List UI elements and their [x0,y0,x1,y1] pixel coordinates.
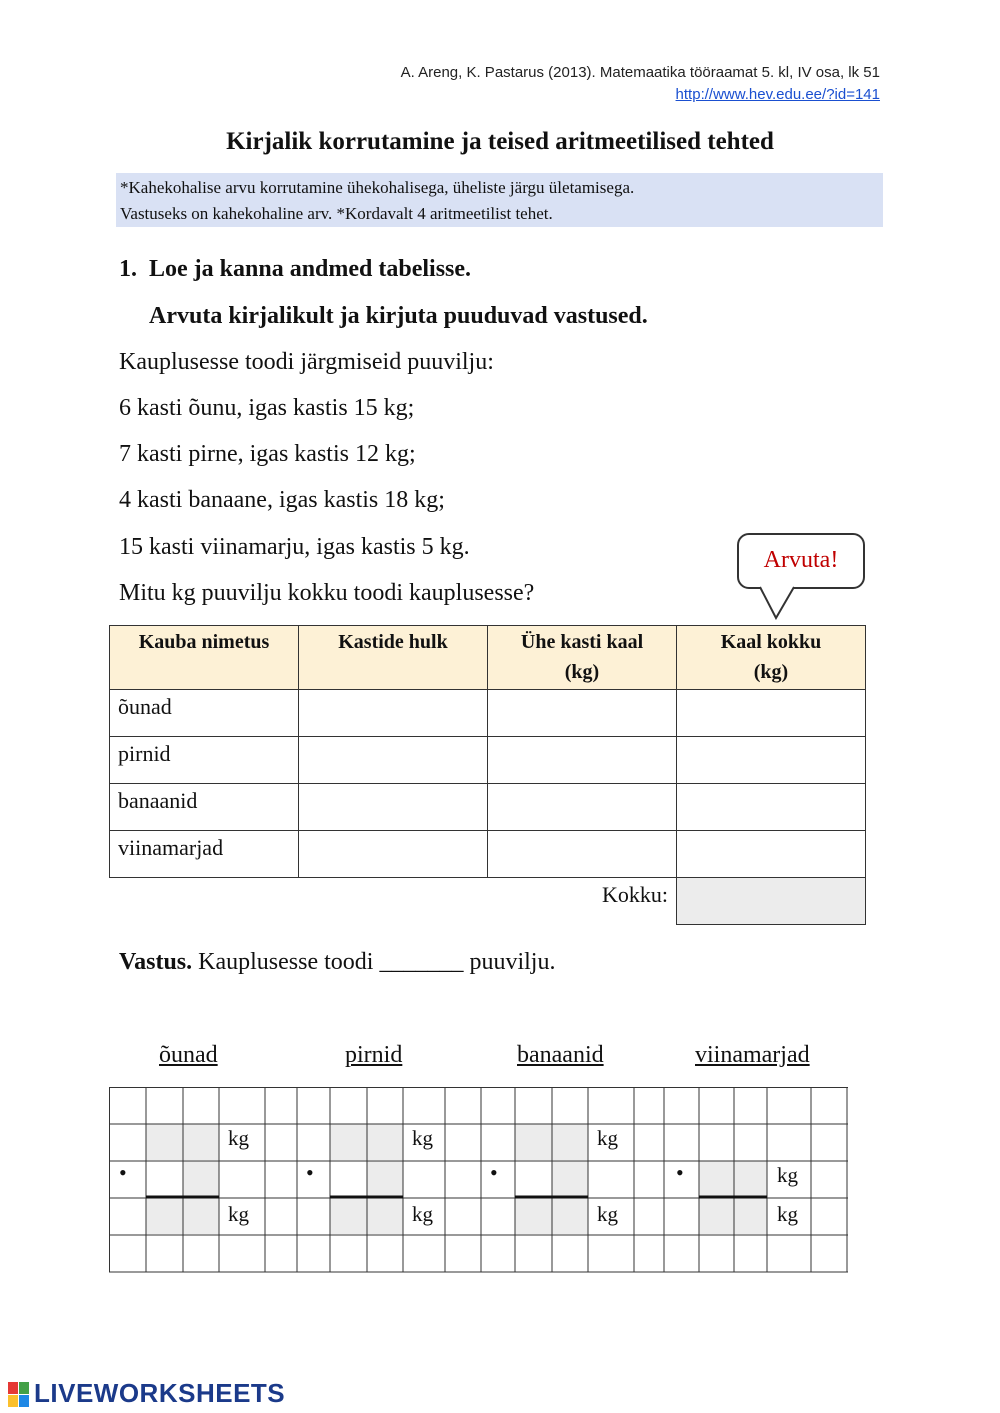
citation-text: A. Areng, K. Pastarus (2013). Matemaatika tööraamat 5. kl, IV osa, lk 51 [400,64,880,81]
kg-label: kg [228,1202,249,1226]
footer-brand: LIVEWORKSHEETS [34,1378,286,1408]
answer-line [119,949,555,976]
total-weight-cell[interactable] [677,690,866,737]
table-row [110,831,866,878]
box-weight-cell[interactable] [488,831,677,878]
box-count-cell[interactable] [299,690,488,737]
answer-text: Kauplusesse toodi _______ puuvilju. [198,949,556,975]
total-weight-cell[interactable] [677,737,866,784]
header-box-weight: Ühe kasti kaal (kg) [488,626,677,690]
table-row [110,690,866,737]
liveworksheets-logo-icon [8,1382,30,1408]
bubble-tail-icon [758,586,798,620]
multiply-dot-icon: • [676,1160,684,1185]
kg-label: kg [777,1202,798,1226]
row-label: pirnid [110,737,299,784]
problem-item-2: 7 kasti pirne, igas kastis 12 kg; [119,441,416,467]
problem-intro: Kauplusesse toodi järgmiseid puuvilju: [119,349,494,375]
note-box [116,173,883,227]
header-total-weight: Kaal kokku (kg) [677,626,866,690]
calc-grid[interactable] [109,1087,848,1273]
box-count-cell[interactable] [299,784,488,831]
table-row [110,784,866,831]
calc-col-pears: pirnid [345,1042,403,1068]
box-weight-cell[interactable] [488,690,677,737]
box-weight-cell[interactable] [488,784,677,831]
task-line-1: Loe ja kanna andmed tabelisse. [149,256,472,282]
header-box-count: Kastide hulk [299,626,488,690]
row-label: banaanid [110,784,299,831]
kg-label: kg [597,1126,618,1150]
kg-label: kg [412,1126,433,1150]
arvuta-bubble: Arvuta! [737,533,865,589]
problem-item-4: 15 kasti viinamarju, igas kastis 5 kg. [119,534,470,560]
task-number: 1. [119,256,137,282]
kg-label: kg [412,1202,433,1226]
note-line-1: *Kahekohalise arvu korrutamine ühekohalisega, üheliste järgu ületamisega. [120,178,635,197]
kg-label: kg [597,1202,618,1226]
calc-col-bananas: banaanid [517,1042,604,1068]
kg-label: kg [228,1126,249,1150]
header-product: Kauba nimetus [110,626,299,690]
multiply-dot-icon: • [306,1160,314,1185]
total-weight-cell[interactable] [677,784,866,831]
total-weight-cell[interactable] [677,831,866,878]
citation-link[interactable]: http://www.hev.edu.ee/?id=141 [675,86,880,103]
row-label: viinamarjad [110,831,299,878]
total-label: Kokku: [602,882,668,907]
calc-col-apples: õunad [159,1042,218,1068]
box-count-cell[interactable] [299,737,488,784]
kg-label: kg [777,1163,798,1187]
multiply-dot-icon: • [490,1160,498,1185]
total-row [110,878,866,925]
answer-bold: Vastus. [119,949,193,975]
calc-col-grapes: viinamarjad [695,1042,810,1068]
table-header-row [110,626,866,690]
row-label: õunad [110,690,299,737]
total-input-cell[interactable] [677,878,866,925]
citation [401,62,880,106]
problem-question: Mitu kg puuvilju kokku toodi kauplusesse? [119,580,535,606]
problem-item-3: 4 kasti banaane, igas kastis 18 kg; [119,487,445,513]
box-weight-cell[interactable] [488,737,677,784]
page-title: Kirjalik korrutamine ja teised aritmeetilised tehted [226,128,774,155]
note-line-2: Vastuseks on kahekohaline arv. *Kordavalt 4 aritmeetilist tehet. [120,204,553,223]
fruit-table [109,625,866,925]
box-count-cell[interactable] [299,831,488,878]
task-heading-1 [119,256,471,283]
problem-item-1: 6 kasti õunu, igas kastis 15 kg; [119,395,415,421]
multiply-dot-icon: • [119,1160,127,1185]
task-line-2: Arvuta kirjalikult ja kirjuta puuduvad vastused. [149,303,648,329]
table-row [110,737,866,784]
